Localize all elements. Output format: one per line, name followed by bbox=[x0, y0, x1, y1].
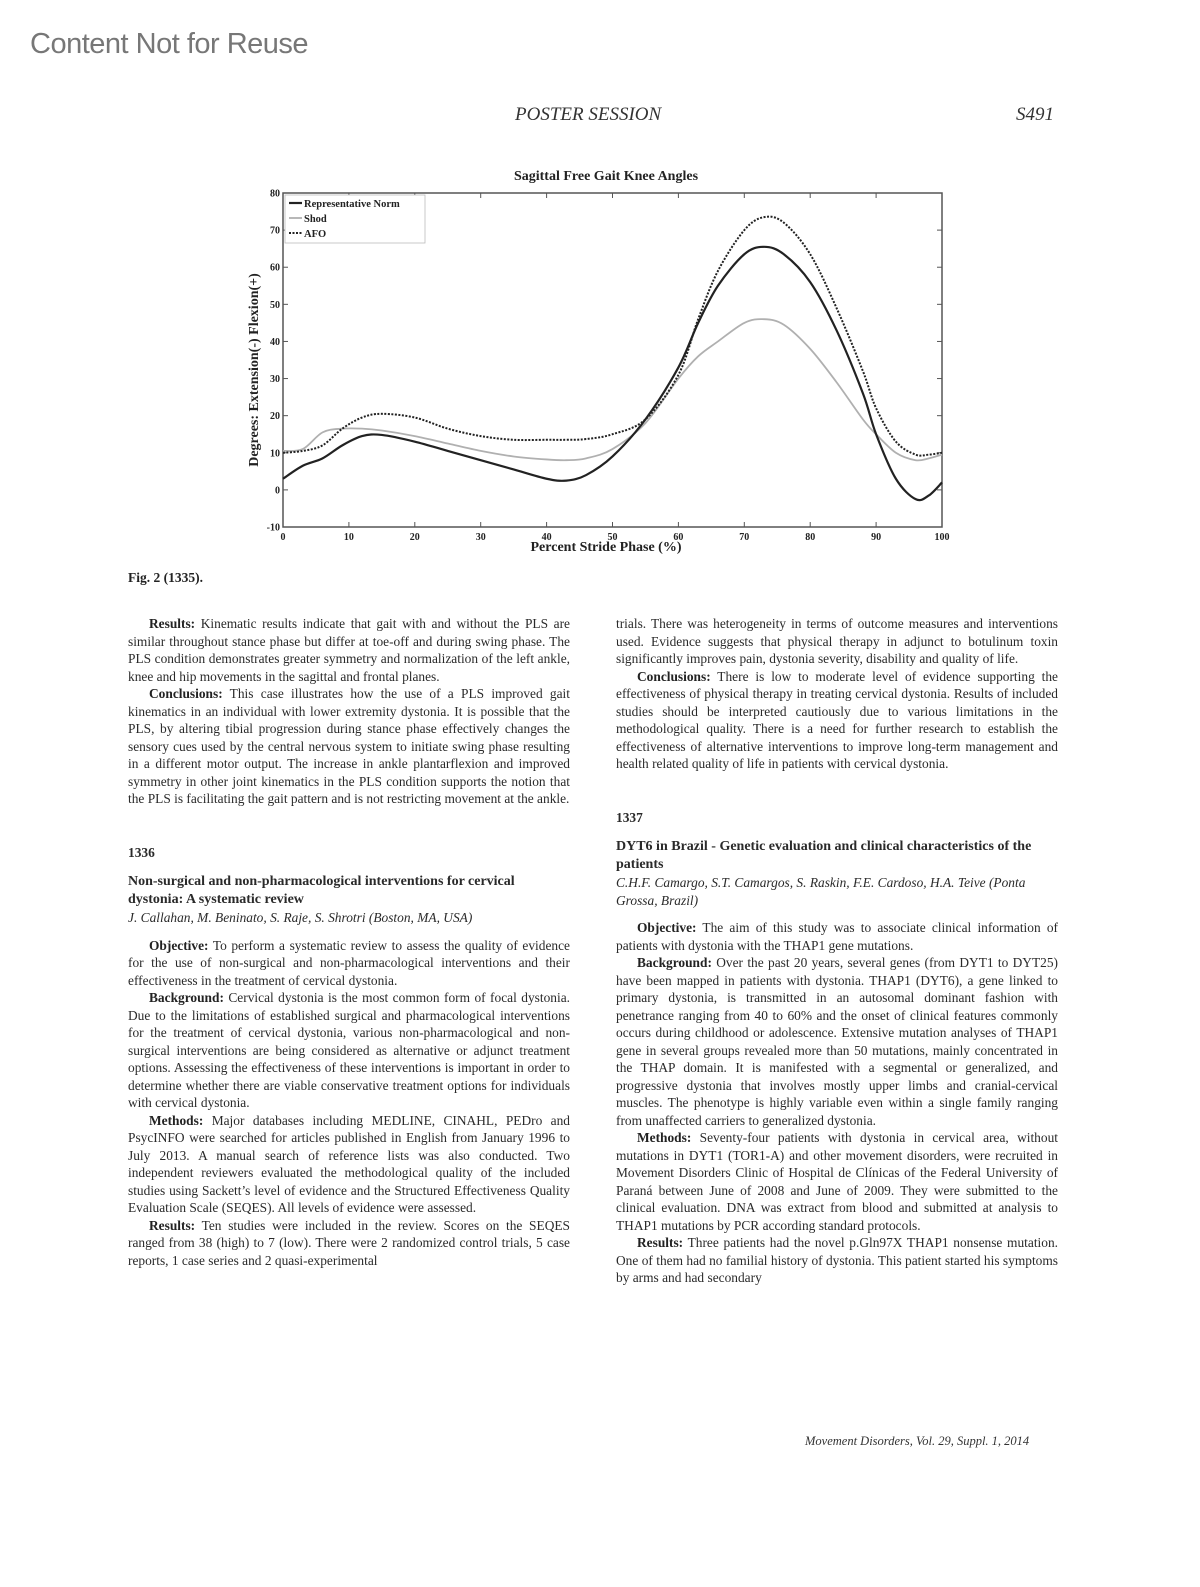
watermark: Content Not for Reuse bbox=[30, 28, 309, 60]
svg-text:30: 30 bbox=[270, 374, 280, 386]
paragraph-conclusions: Conclusions: There is low to moderate level of evidence supporting the effectiveness of physical therapy in treating cervical dystonia. Results of included studies should be interpreted cautiously due to various limitations in the methodological quality. There is a need for further research to establish the effectiveness of alternative interventions to improve long-term management and health related quality of life in patients with cervical dystonia. bbox=[616, 668, 1058, 771]
chart-legend bbox=[285, 195, 425, 243]
svg-text:40: 40 bbox=[270, 336, 280, 348]
journal-footer: Movement Disorders, Vol. 29, Suppl. 1, 2014 bbox=[805, 1434, 1030, 1448]
section-title: POSTER SESSION bbox=[515, 104, 662, 125]
series-line bbox=[283, 217, 942, 456]
abstract-title: DYT6 in Brazil - Genetic evaluation and clinical characteristics of the patients bbox=[616, 839, 1032, 872]
abstract-number: 1337 bbox=[616, 809, 643, 825]
figure-caption: Fig. 2 (1335). bbox=[128, 570, 203, 585]
paragraph-conclusions-1335: Conclusions: This case illustrates how the use of a PLS improved gait kinematics in an individual with lower extremity dystonia. It is possible that the PLS, by altering tibial progression during stance phase effectively changes the sensory cues used by the central nervous system to initiate swing phase resulting in a different motor output. The increase in ankle plantarflexion and improved symmetry in other joint kinematics in the PLS condition supports the notion that the PLS is facilitating the gait pattern and is not restricting movement at the ankle. bbox=[128, 686, 570, 806]
paragraph-results: Results: Ten studies were included in the review. Scores on the SEQES ranged from 38 (high) to 7 (low). There were 2 randomized control trials, 5 case reports, 1 case series and 2 quasi-experimental bbox=[128, 1217, 570, 1268]
abstract-authors: C.H.F. Camargo, S.T. Camargos, S. Raskin, F.E. Cardoso, H.A. Teive (Ponta Grossa, Brazil) bbox=[616, 875, 1026, 908]
chart-series bbox=[283, 217, 942, 501]
page-number: S491 bbox=[1016, 104, 1054, 125]
svg-text:10: 10 bbox=[343, 532, 354, 543]
paragraph-background: Background: Over the past 20 years, several genes (from DYT1 to DYT25) have been mapped in patients with dystonia. THAP1 (DYT6), a gene linked to primary dystonia, is transmitted in an autosomal dominant fashion with penetrance ranging from 40 to 60% and the onset of clinical features commonly occurs during childhood or adolescence. Extensive mutation analyses of THAP1 gene in several groups revealed more than 50 mutations, mainly concentrated in the THAP domain. It is manifested with a segmental or generalized, and progressive dystonia that involves mostly upper limbs and cranial-cervical muscles. The phenotype is highly variable even within a single family ranging from unaffected carriers to generalized dystonia. bbox=[616, 955, 1058, 1128]
paragraph-objective: Objective: To perform a systematic review to assess the quality of evidence for the use of non-surgical and non-pharmacological interventions and their effectiveness in the treatment of cervical dystonia. bbox=[128, 937, 570, 988]
abstract-title: Non-surgical and non-pharmacological interventions for cervical dystonia: A systematic review bbox=[128, 874, 515, 907]
abstract-number: 1336 bbox=[128, 844, 155, 860]
svg-text:50: 50 bbox=[270, 299, 280, 311]
svg-text:20: 20 bbox=[409, 532, 420, 543]
svg-text:0: 0 bbox=[275, 485, 280, 497]
series-line bbox=[283, 319, 942, 460]
paragraph-background: Background: Cervical dystonia is the most common form of focal dystonia. Due to the limitations of established surgical and pharmacological interventions for the treatment of cervical dystonia, various non-pharmacological and non-surgical interventions are being considered as alternative or adjunct treatment options. Assessing the effectiveness of these interventions is important in order to determine whether there are viable conservative treatment options for individuals with cervical dystonia. bbox=[128, 990, 570, 1110]
svg-text:100: 100 bbox=[934, 532, 950, 543]
svg-text:90: 90 bbox=[871, 532, 882, 543]
legend-label: AFO bbox=[304, 229, 327, 240]
svg-text:80: 80 bbox=[270, 188, 280, 200]
left-column bbox=[128, 615, 570, 1269]
paragraph-results-continued: trials. There was heterogeneity in terms of outcome measures and interventions used. Evidence suggests that physical therapy in adjunct to botulinum toxin significantly improves pain, dystonia severity, disability and quality of life. bbox=[616, 616, 1058, 666]
series-line bbox=[283, 247, 942, 500]
svg-text:80: 80 bbox=[805, 532, 816, 543]
svg-text:70: 70 bbox=[739, 532, 750, 543]
svg-text:60: 60 bbox=[270, 262, 280, 274]
svg-text:10: 10 bbox=[270, 448, 280, 460]
paragraph-methods: Methods: Major databases including MEDLINE, CINAHL, PEDro and PsycINFO were searched for articles published in English from January 1996 to July 2013. A manual search of reference lists was also conducted. Two independent reviewers evaluated the methodological quality of the included studies using Sackett’s level of evidence and the Structured Effectiveness Quality Evaluation Scale (SEQES). All levels of evidence were assessed. bbox=[128, 1112, 570, 1215]
right-column bbox=[616, 615, 1058, 1287]
abstract-authors: J. Callahan, M. Beninato, S. Raje, S. Shrotri (Boston, MA, USA) bbox=[128, 910, 473, 925]
paragraph-methods: Methods: Seventy-four patients with dystonia in cervical area, without mutations in DYT1 (TOR1-A) and other movement disorders, were recruited in Movement Disorders Clinic of Hospital de Clínicas of the Federal University of Paraná between June of 2008 and June of 2009. They were submitted to the clinical evaluation. DNA was extract from blood and submitted at analysis to THAP1 mutations by PCR according standard protocols. bbox=[616, 1130, 1058, 1233]
svg-text:70: 70 bbox=[270, 225, 280, 237]
svg-text:40: 40 bbox=[541, 532, 552, 543]
y-axis-label: Degrees: Extension(-) Flexion(+) bbox=[247, 273, 262, 467]
svg-text:-10: -10 bbox=[266, 522, 280, 534]
svg-text:60: 60 bbox=[673, 532, 684, 543]
legend-label: Representative Norm bbox=[304, 199, 400, 210]
svg-text:50: 50 bbox=[607, 532, 618, 543]
paragraph-results-1335: Results: Kinematic results indicate that gait with and without the PLS are similar throughout stance phase but differ at toe-off and during swing phase. The PLS condition demonstrates greater symmetry and normalization of the left ankle, knee and hip movements in the sagittal and frontal planes. bbox=[128, 616, 570, 684]
svg-text:0: 0 bbox=[280, 532, 286, 543]
paragraph-objective: Objective: The aim of this study was to associate clinical information of patients with dystonia with the THAP1 gene mutations. bbox=[616, 920, 1058, 953]
paragraph-results: Results: Three patients had the novel p.Gln97X THAP1 nonsense mutation. One of them had no familial history of dystonia. This patient started his symptoms by arms and had secondary bbox=[616, 1235, 1058, 1285]
svg-text:20: 20 bbox=[270, 411, 280, 423]
line-chart bbox=[238, 160, 958, 560]
chart-title: Sagittal Free Gait Knee Angles bbox=[513, 169, 699, 184]
x-axis-label: Percent Stride Phase (%) bbox=[530, 540, 682, 555]
figure-knee-angle-chart bbox=[238, 160, 958, 560]
legend-label: Shod bbox=[304, 214, 327, 225]
svg-text:30: 30 bbox=[475, 532, 486, 543]
